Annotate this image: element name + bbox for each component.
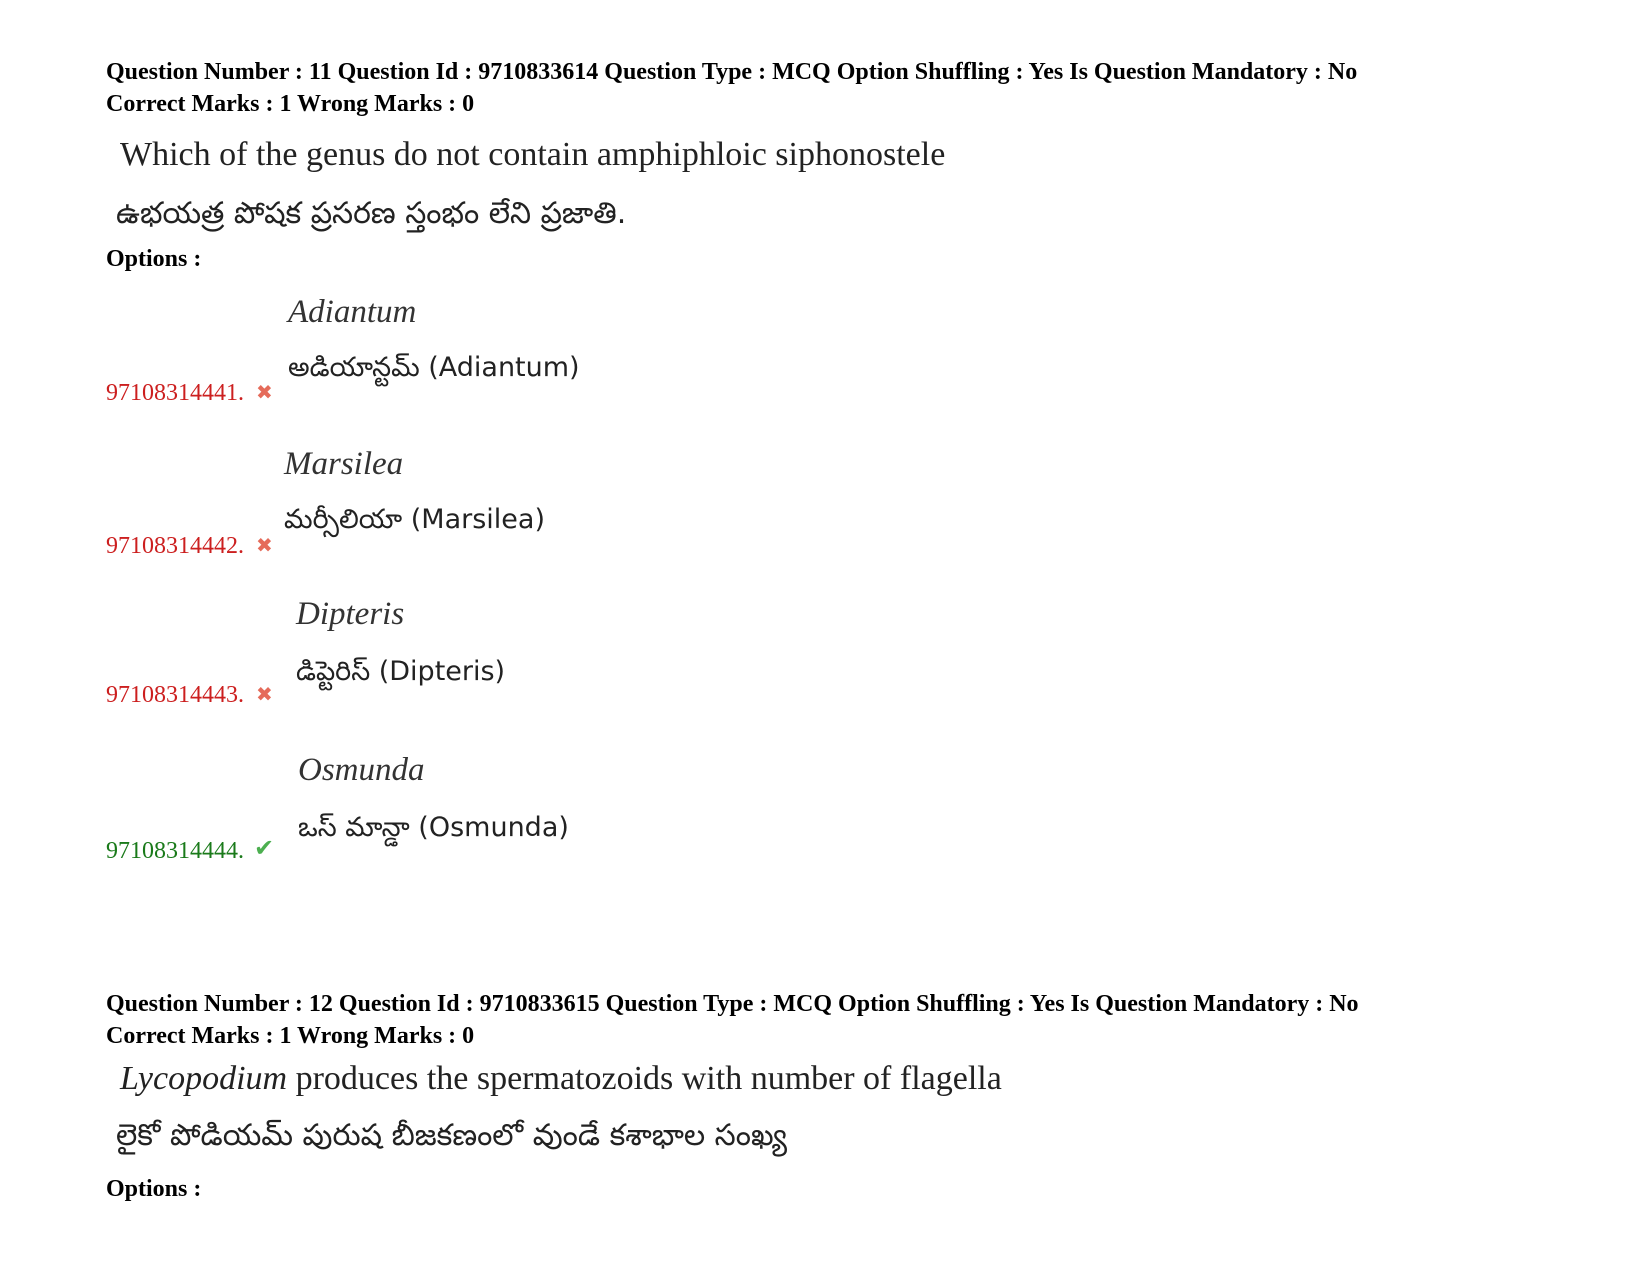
- option-id: 97108314443.: [106, 682, 244, 708]
- question-marks: Correct Marks : 1 Wrong Marks : 0: [106, 91, 475, 117]
- check-icon: ✔: [254, 834, 275, 862]
- question-marks: Correct Marks : 1 Wrong Marks : 0: [106, 1023, 475, 1049]
- question-text-rest: produces the spermatozoids with number of flagella: [287, 1060, 1002, 1097]
- question-text-english: Which of the genus do not contain amphiphloic siphonostele: [120, 136, 946, 173]
- option-id: 97108314441.: [106, 380, 244, 406]
- option-name-english: Adiantum: [288, 294, 417, 330]
- question-meta: Question Number : 12 Question Id : 9710833615 Question Type : MCQ Option Shuffling : Yes Is Question Mandatory : No: [106, 991, 1359, 1017]
- question-text-telugu: ఉభయత్ర పోషక ప్రసరణ స్తంభం లేని ప్రజాతి.: [116, 196, 627, 231]
- option-name-telugu: అడియాన్టమ్ (Adiantum): [288, 352, 580, 383]
- question-text-italic: Lycopodium: [120, 1060, 288, 1097]
- option-name-telugu: డిప్టెరిస్ (Dipteris): [296, 656, 506, 687]
- question-meta: Question Number : 11 Question Id : 9710833614 Question Type : MCQ Option Shuffling : Yes Is Question Mandatory : No: [106, 59, 1358, 85]
- options-label: Options :: [106, 246, 202, 272]
- question-text-telugu: లైకో పోడియమ్ పురుష బీజకణంలో వుండే కశాభాల సంఖ్య: [116, 1118, 788, 1153]
- cross-icon: ✖: [256, 533, 273, 557]
- option-name-english: Osmunda: [298, 752, 425, 788]
- option-name-english: Dipteris: [296, 596, 405, 632]
- cross-icon: ✖: [256, 380, 273, 404]
- option-name-telugu: మర్సీలియా (Marsilea): [284, 504, 545, 535]
- option-id: 97108314444.: [106, 838, 244, 864]
- option-id: 97108314442.: [106, 533, 244, 559]
- option-name-telugu: ఒస్ మాన్డా (Osmunda): [298, 812, 569, 843]
- question-text-english: [120, 1060, 1002, 1098]
- cross-icon: ✖: [256, 682, 273, 706]
- options-label: Options :: [106, 1176, 202, 1202]
- option-name-english: Marsilea: [284, 446, 404, 482]
